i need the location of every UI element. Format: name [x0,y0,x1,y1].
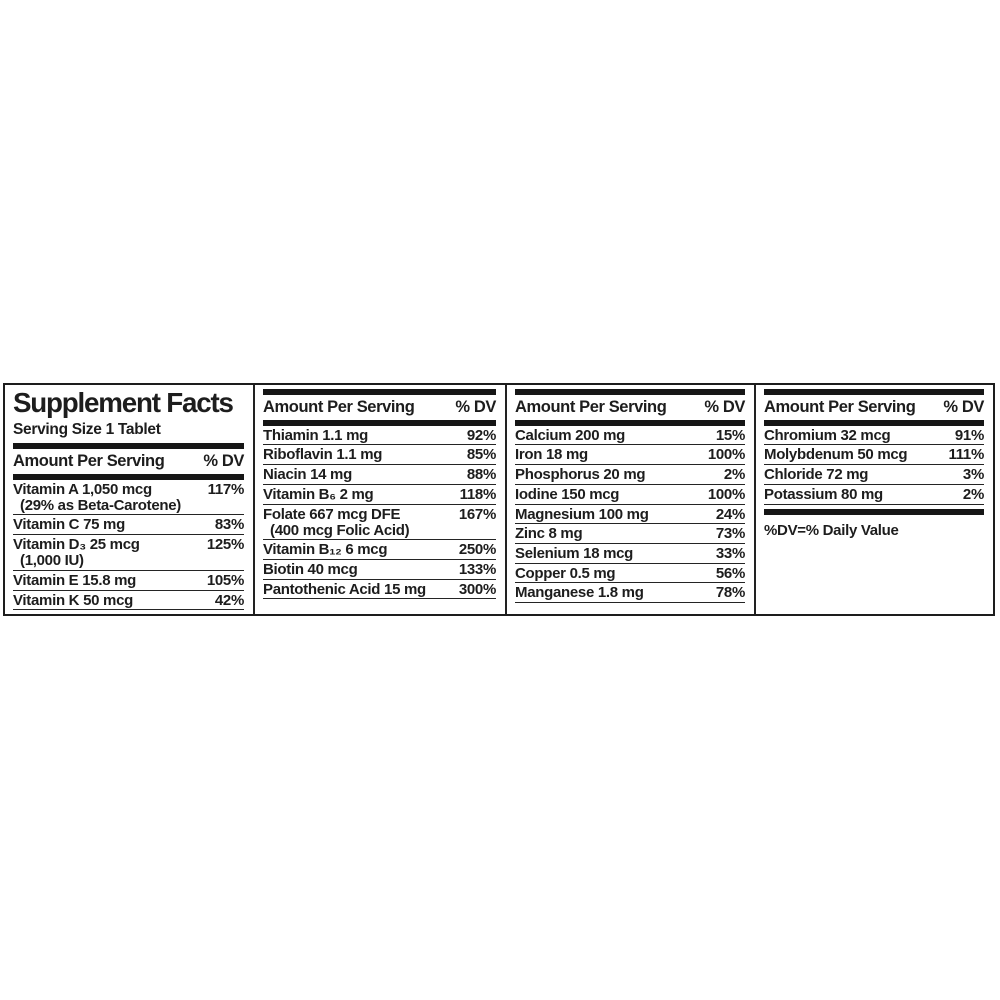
nutrient-subnote: (1,000 IU) [20,552,84,570]
nutrient-dv-value: 73% [715,525,745,543]
nutrient-name-cell [515,487,619,503]
nutrient-row [263,580,496,600]
nutrient-name: Vitamin K 50 mcg [13,591,133,609]
nutrient-name: Iron 18 mg [515,446,588,464]
nutrient-row [13,535,244,571]
nutrient-name: Manganese 1.8 mg [515,584,644,602]
nutrient-dv-value: 91% [954,426,984,444]
nutrient-name-cell [263,562,357,578]
nutrient-dv-value: 167% [458,505,496,523]
nutrient-row [263,505,496,541]
nutrient-dv-value: 24% [715,505,745,523]
nutrient-row [764,485,984,505]
nutrient-name-cell [13,593,133,609]
nutrient-row [13,480,244,516]
nutrient-row [263,465,496,485]
nutrient-row [13,571,244,591]
nutrient-name-cell [515,566,615,582]
nutrient-dv-value: 111% [948,446,984,464]
label-title: Supplement Facts [13,387,233,418]
nutrient-dv-value: 83% [214,516,244,534]
nutrient-rows [13,480,244,611]
nutrient-row [515,485,745,505]
column-header [764,395,984,418]
nutrient-row [263,445,496,465]
header-percent-dv: % DV [704,398,745,416]
nutrient-dv-value: 2% [723,466,745,484]
header-amount-per-serving: Amount Per Serving [13,451,165,470]
nutrient-name-cell [13,537,140,569]
nutrient-dv-value: 42% [214,591,244,609]
nutrient-name-cell [515,467,645,483]
nutrient-name: Folate 667 mcg DFE [263,505,401,523]
nutrient-name: Zinc 8 mg [515,525,583,543]
nutrient-dv-value: 15% [715,426,745,444]
divider-bar [764,509,984,515]
nutrient-row [263,485,496,505]
facts-column-vitamins [5,385,253,614]
nutrient-name: Vitamin B₁₂ 6 mcg [263,541,388,559]
nutrient-dv-value: 100% [707,446,745,464]
nutrient-name-cell [263,467,352,483]
nutrient-name: Vitamin E 15.8 mg [13,572,137,590]
nutrient-row [515,426,745,446]
daily-value-footnote: %DV=% Daily Value [764,521,899,539]
nutrient-name-cell [13,573,136,589]
nutrient-row [515,505,745,525]
nutrient-name: Thiamin 1.1 mg [263,426,368,444]
nutrient-name: Phosphorus 20 mg [515,466,646,484]
column-header [515,395,745,418]
nutrient-row [515,445,745,465]
nutrient-name: Molybdenum 50 mcg [764,446,908,464]
nutrient-row [764,465,984,485]
nutrient-dv-value: 300% [458,580,496,598]
nutrient-rows [515,426,745,603]
nutrient-rows [263,426,496,600]
nutrient-name-cell [263,582,426,598]
nutrient-name-cell [764,467,868,483]
nutrient-row [263,560,496,580]
nutrient-name-cell [13,482,181,514]
nutrient-row [515,544,745,564]
nutrient-name-cell [263,507,409,539]
nutrient-row [515,524,745,544]
nutrient-name: Calcium 200 mg [515,426,626,444]
nutrient-name-cell [263,428,368,444]
nutrient-dv-value: 3% [962,466,984,484]
nutrient-name: Magnesium 100 mg [515,505,649,523]
header-percent-dv: % DV [455,398,496,416]
nutrient-dv-value: 92% [466,426,496,444]
supplement-facts-label [3,383,995,616]
nutrient-name: Vitamin B₆ 2 mg [263,485,374,503]
nutrient-dv-value: 2% [962,485,984,503]
nutrient-dv-value: 88% [466,466,496,484]
facts-column-minerals [505,385,754,614]
nutrient-dv-value: 56% [715,564,745,582]
nutrient-name-cell [764,428,890,444]
nutrient-row [764,445,984,465]
nutrient-name: Pantothenic Acid 15 mg [263,580,426,598]
nutrient-name-cell [515,428,625,444]
nutrient-name: Chloride 72 mg [764,466,869,484]
nutrient-dv-value: 105% [206,572,244,590]
nutrient-name: Riboflavin 1.1 mg [263,446,383,464]
nutrient-dv-value: 85% [466,446,496,464]
nutrient-name: Iodine 150 mcg [515,485,620,503]
column-header [13,449,244,472]
nutrient-name-cell [515,585,644,601]
nutrient-rows [764,426,984,505]
nutrient-name-cell [263,542,387,558]
nutrient-row [515,564,745,584]
nutrient-name-cell [263,447,382,463]
nutrient-name-cell [764,447,907,463]
header-amount-per-serving: Amount Per Serving [764,398,916,416]
header-percent-dv: % DV [943,398,984,416]
nutrient-name: Selenium 18 mcg [515,544,634,562]
nutrient-name-cell [515,447,588,463]
nutrient-row [764,426,984,446]
nutrient-dv-value: 118% [459,485,496,503]
nutrient-row [515,583,745,603]
nutrient-subnote: (400 mcg Folic Acid) [270,521,410,539]
facts-column-trace-minerals [754,385,993,614]
facts-column-b-vitamins [253,385,505,614]
nutrient-row [263,540,496,560]
nutrient-dv-value: 117% [207,480,244,498]
nutrient-dv-value: 33% [715,544,745,562]
nutrient-row [13,591,244,611]
nutrient-name: Biotin 40 mcg [263,561,358,579]
nutrient-name: Vitamin D₃ 25 mcg [13,536,140,554]
header-amount-per-serving: Amount Per Serving [263,398,415,416]
header-percent-dv: % DV [203,451,244,470]
nutrient-name: Niacin 14 mg [263,466,352,484]
nutrient-dv-value: 125% [206,536,244,554]
nutrient-row [515,465,745,485]
nutrient-row [13,515,244,535]
nutrient-name: Potassium 80 mg [764,485,883,503]
nutrient-dv-value: 78% [715,584,745,602]
nutrient-name: Vitamin C 75 mg [13,516,125,534]
nutrient-subnote: (29% as Beta-Carotene) [20,496,181,514]
nutrient-name: Copper 0.5 mg [515,564,616,582]
nutrient-name: Chromium 32 mcg [764,426,891,444]
nutrient-name: Vitamin A 1,050 mcg [13,480,152,498]
serving-size: Serving Size 1 Tablet [13,421,161,438]
column-header [263,395,496,418]
nutrient-dv-value: 250% [458,541,496,559]
nutrient-dv-value: 100% [707,485,745,503]
nutrient-name-cell [515,507,649,523]
nutrient-name-cell [263,487,373,503]
nutrient-name-cell [515,546,633,562]
nutrient-dv-value: 133% [458,561,496,579]
nutrient-row [263,426,496,446]
nutrient-name-cell [764,487,883,503]
nutrient-name-cell [13,517,125,533]
header-amount-per-serving: Amount Per Serving [515,398,667,416]
nutrient-name-cell [515,526,582,542]
